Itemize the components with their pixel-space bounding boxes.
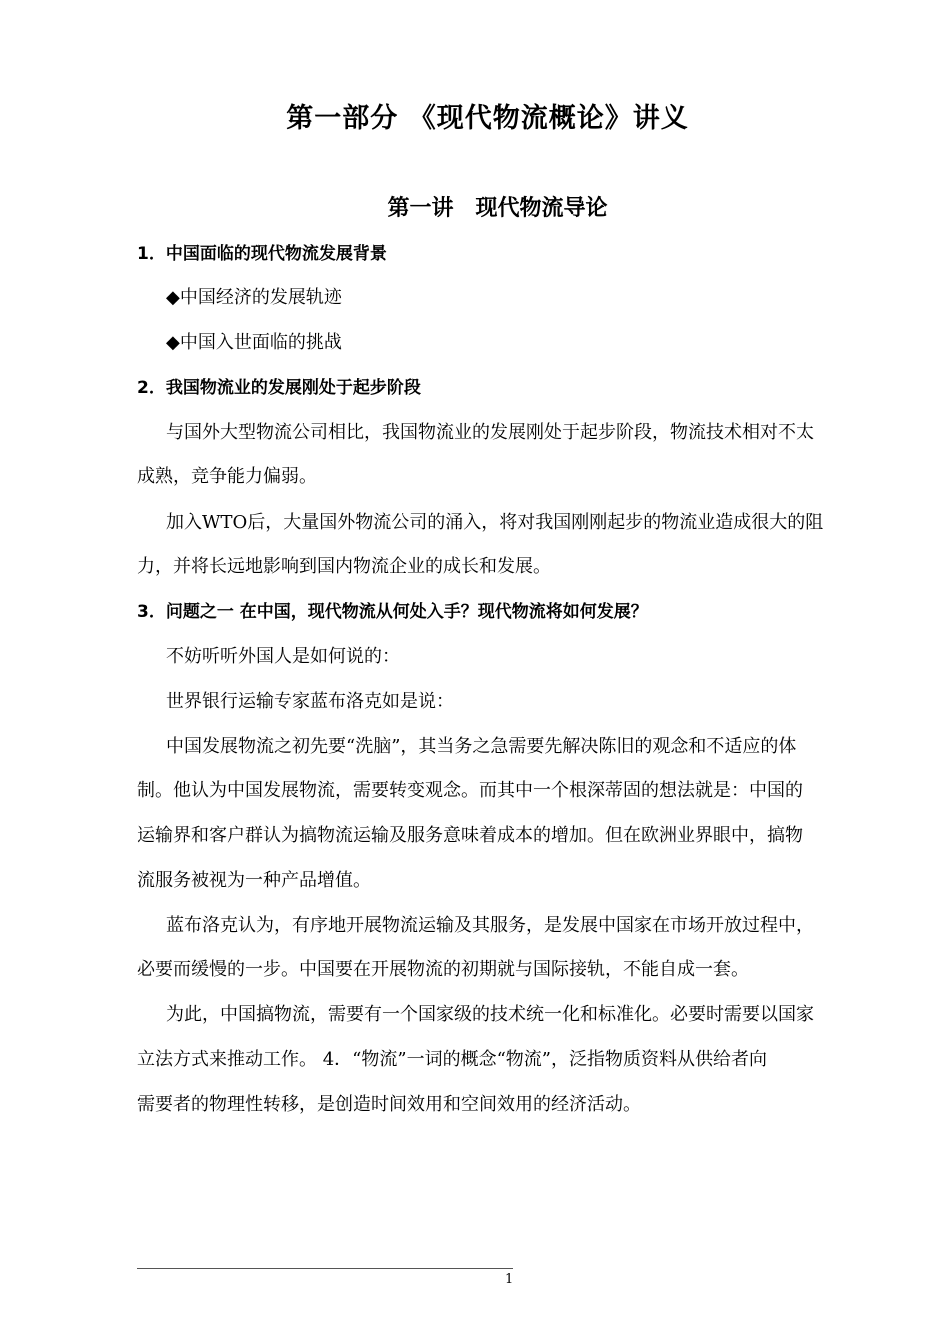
section-heading-3: 3．问题之一 在中国，现代物流从何处入手？现代物流将如何发展？ (137, 602, 648, 622)
paragraph-line: 立法方式来推动工作。 4．“物流”一词的概念“物流”，泛指物质资料从供给者向 (137, 1049, 767, 1070)
bullet-item: ◆中国经济的发展轨迹 (166, 287, 342, 308)
paragraph-line: 制。他认为中国发展物流，需要转变观念。而其中一个根深蒂固的想法就是：中国的 (137, 780, 803, 801)
paragraph-line: 力，并将长远地影响到国内物流企业的成长和发展。 (137, 556, 551, 577)
paragraph-line: 流服务被视为一种产品增值。 (137, 870, 371, 891)
section-heading-2: 2．我国物流业的发展刚处于起步阶段 (137, 378, 421, 398)
footer-divider (137, 1268, 513, 1269)
paragraph-line: 成熟，竞争能力偏弱。 (137, 466, 317, 487)
paragraph-line: 需要者的物理性转移，是创造时间效用和空间效用的经济活动。 (137, 1094, 641, 1115)
paragraph-line: 与国外大型物流公司相比，我国物流业的发展刚处于起步阶段，物流技术相对不太 (166, 422, 814, 443)
document-title: 第一部分 《现代物流概论》讲义 (286, 103, 689, 134)
paragraph-line: 加入WTO后，大量国外物流公司的涌入，将对我国刚刚起步的物流业造成很大的阻 (166, 512, 824, 533)
lecture-title (0, 191, 950, 222)
paragraph-line: 为此，中国搞物流，需要有一个国家级的技术统一化和标准化。必要时需要以国家 (166, 1004, 814, 1025)
paragraph-line: 不妨听听外国人是如何说的： (166, 646, 400, 667)
paragraph-line: 必要而缓慢的一步。中国要在开展物流的初期就与国际接轨，不能自成一套。 (137, 959, 749, 980)
section-heading-1: 1．中国面临的现代物流发展背景 (137, 244, 387, 264)
lecture-name: 现代物流导论 (475, 196, 608, 221)
lecture-number: 第一讲 (387, 196, 454, 221)
paragraph-line: 蓝布洛克认为，有序地开展物流运输及其服务，是发展中国家在市场开放过程中， (166, 915, 814, 936)
paragraph-line: 世界银行运输专家蓝布洛克如是说： (166, 691, 454, 712)
page-number: 1 (505, 1272, 514, 1287)
paragraph-line: 运输界和客户群认为搞物流运输及服务意味着成本的增加。但在欧洲业界眼中，搞物 (137, 825, 803, 846)
paragraph-line: 中国发展物流之初先要“洗脑”，其当务之急需要先解决陈旧的观念和不适应的体 (166, 736, 797, 757)
bullet-item: ◆中国入世面临的挑战 (166, 332, 342, 353)
